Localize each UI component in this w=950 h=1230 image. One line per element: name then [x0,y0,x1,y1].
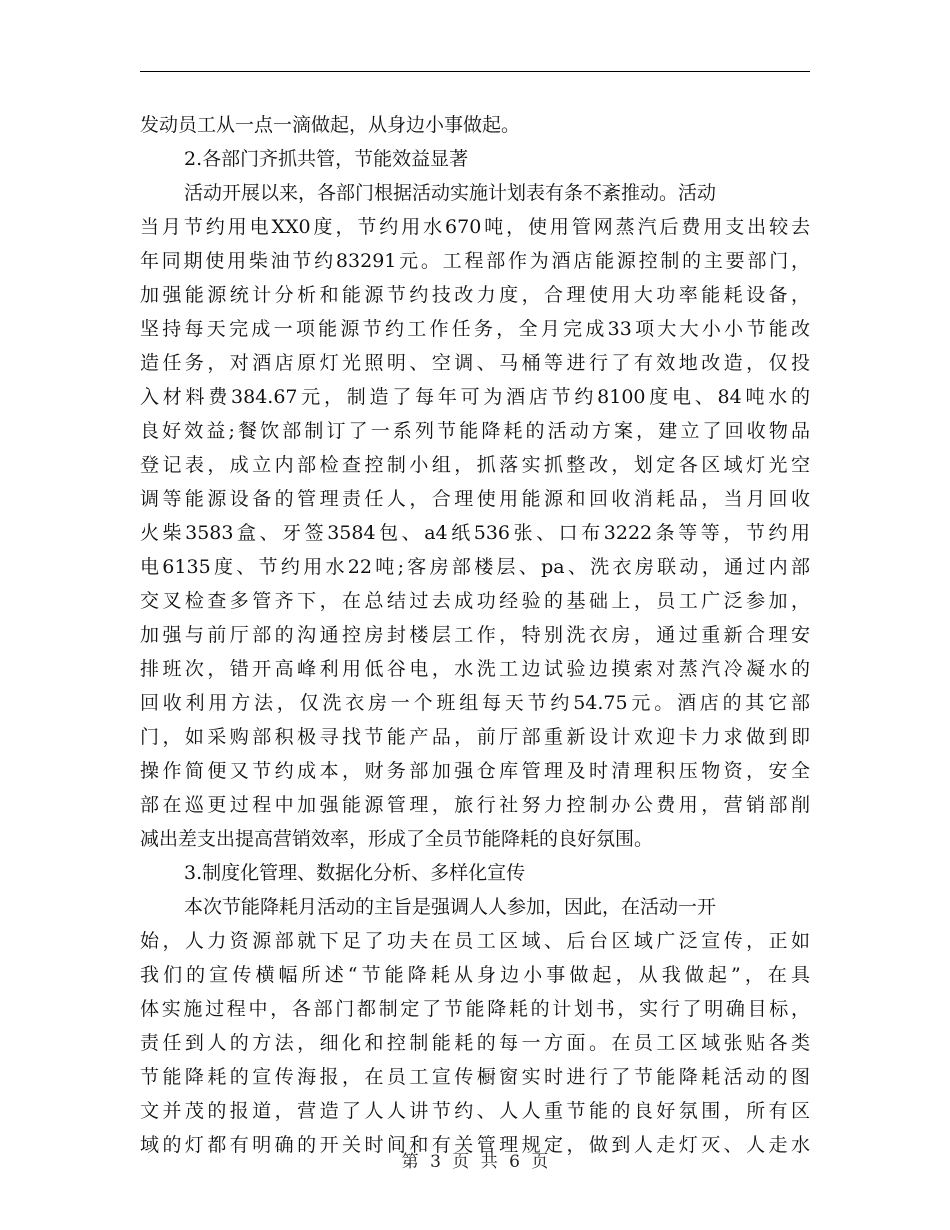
paragraph-line: 加强与前厅部的沟通控房封楼层工作，特别洗衣房，通过重新合理安 [140,624,810,646]
paragraph-line: 火柴3583盒、牙签3584包、a4纸536张、口布3222条等等，节约用 [140,522,810,544]
section-heading: 3.制度化管理、数据化分析、多样化宣传 [184,862,526,884]
document-body [140,108,810,1162]
paragraph-line: 始，人力资源部就下足了功夫在员工区域、后台区域广泛宣传，正如 [140,930,810,952]
paragraph-line: 操作简便又节约成本，财务部加强仓库管理及时清理积压物资，安全 [140,760,810,782]
paragraph-line: 文并茂的报道，营造了人人讲节约、人人重节能的良好氛围，所有区 [140,1100,810,1122]
paragraph-line: 我们的宣传横幅所述“节能降耗从身边小事做起，从我做起”，在具 [140,964,810,986]
paragraph-line: 活动开展以来，各部门根据活动实施计划表有条不紊推动。活动 [184,182,717,204]
paragraph-line: 责任到人的方法，细化和控制能耗的每一方面。在员工区域张贴各类 [140,1032,810,1054]
paragraph-line: 回收利用方法，仅洗衣房一个班组每天节约54.75元。酒店的其它部 [140,692,810,714]
paragraph-line: 节能降耗的宣传海报，在员工宣传橱窗实时进行了节能降耗活动的图 [140,1066,810,1088]
paragraph-line: 当月节约用电XX0度，节约用水670吨，使用管网蒸汽后费用支出较去 [140,216,810,238]
paragraph-line: 发动员工从一点一滴做起，从身边小事做起。 [140,114,521,136]
paragraph-line: 减出差支出提高营销效率，形成了全员节能降耗的良好氛围。 [140,828,654,850]
page-number-footer: 第 3 页 共 6 页 [401,1152,549,1172]
paragraph-line: 门，如采购部积极寻找节能产品，前厅部重新设计欢迎卡力求做到即 [140,726,810,748]
paragraph-line: 电6135度、节约用水22吨;客房部楼层、pa、洗衣房联动，通过内部 [140,556,810,578]
paragraph-line: 良好效益;餐饮部制订了一系列节能降耗的活动方案，建立了回收物品 [140,420,810,442]
paragraph-line: 造任务，对酒店原灯光照明、空调、马桶等进行了有效地改造，仅投 [140,352,810,374]
paragraph-line: 本次节能降耗月活动的主旨是强调人人参加，因此，在活动一开 [184,896,717,918]
paragraph-line: 部在巡更过程中加强能源管理，旅行社努力控制办公费用，营销部削 [140,794,810,816]
header-rule [140,71,810,72]
paragraph-line: 登记表，成立内部检查控制小组，抓落实抓整改，划定各区域灯光空 [140,454,810,476]
paragraph-line: 体实施过程中，各部门都制定了节能降耗的计划书，实行了明确目标， [140,998,810,1020]
paragraph-line: 年同期使用柴油节约83291元。工程部作为酒店能源控制的主要部门， [140,250,810,272]
paragraph-line: 入材料费384.67元，制造了每年可为酒店节约8100度电、84吨水的 [140,386,810,408]
paragraph-line: 域的灯都有明确的开关时间和有关管理规定，做到人走灯灭、人走水 [140,1134,810,1156]
paragraph-line: 加强能源统计分析和能源节约技改力度，合理使用大功率能耗设备， [140,284,810,306]
section-heading: 2.各部门齐抓共管，节能效益显著 [184,148,469,170]
paragraph-line: 排班次，错开高峰利用低谷电，水洗工边试验边摸索对蒸汽冷凝水的 [140,658,810,680]
paragraph-line: 调等能源设备的管理责任人，合理使用能源和回收消耗品，当月回收 [140,488,810,510]
paragraph-line: 交叉检查多管齐下，在总结过去成功经验的基础上，员工广泛参加， [140,590,810,612]
paragraph-line: 坚持每天完成一项能源节约工作任务，全月完成33项大大小小节能改 [140,318,810,340]
